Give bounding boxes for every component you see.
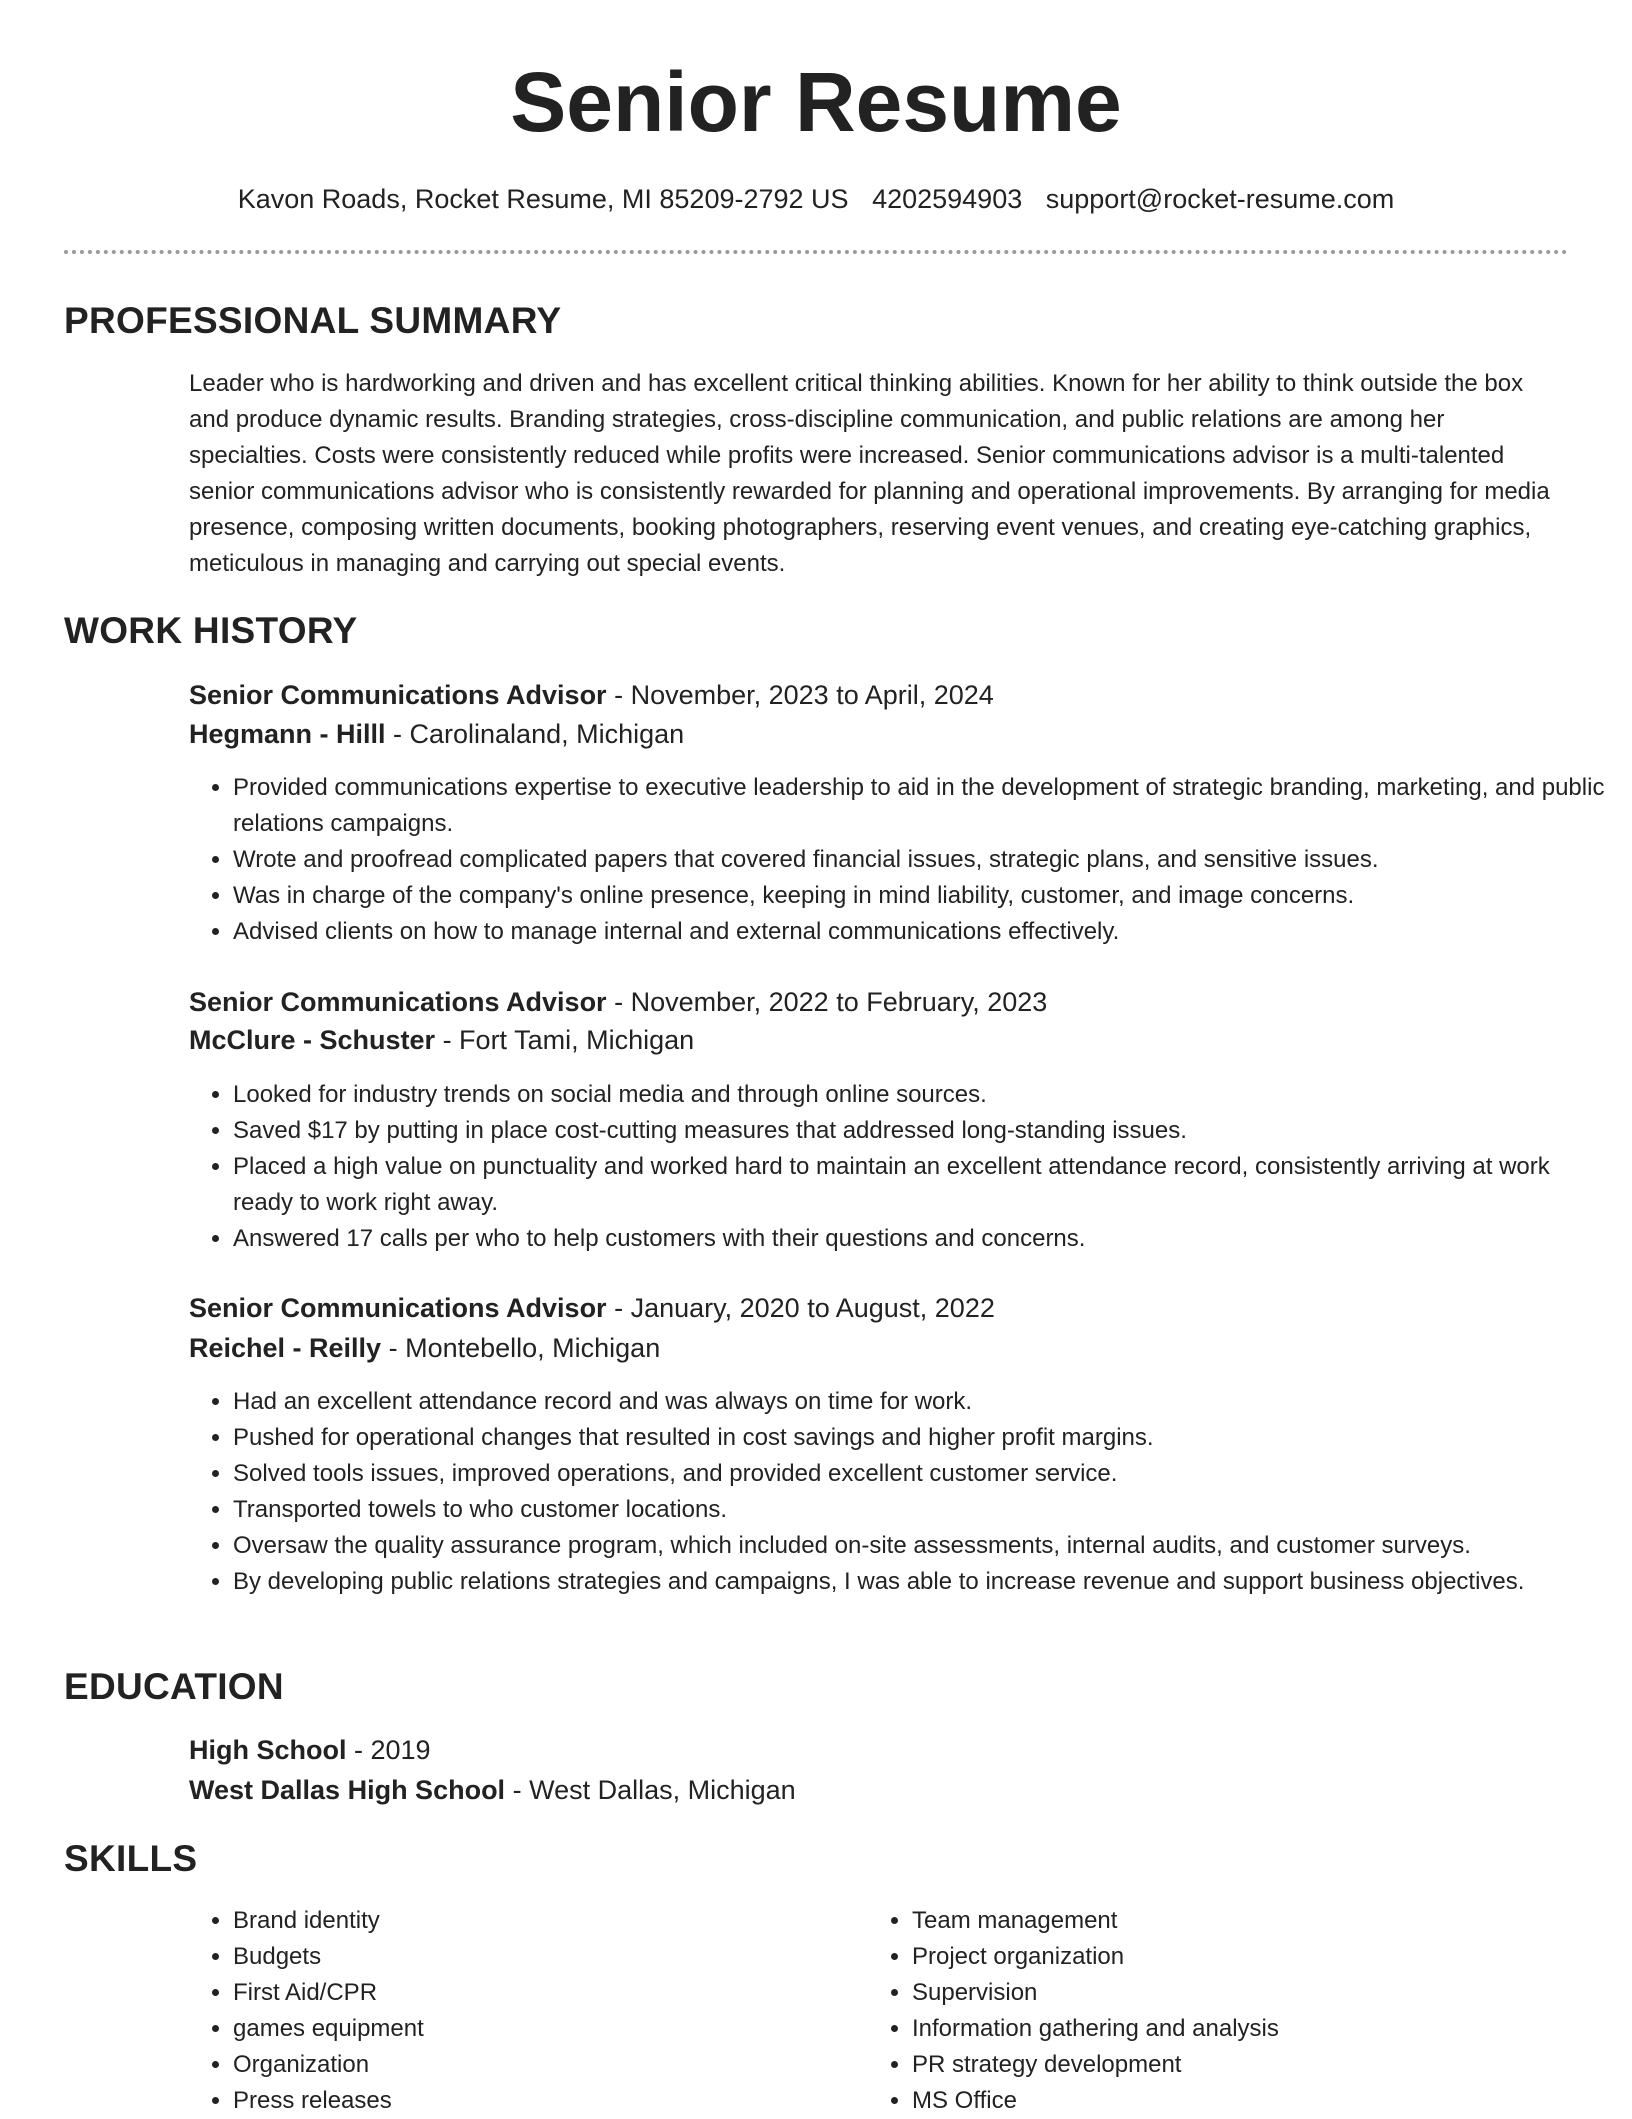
- job-dates: - November, 2023 to April, 2024: [606, 680, 994, 710]
- contact-address: Kavon Roads, Rocket Resume, MI 85209-2792 US: [237, 184, 849, 214]
- skill-item: • Project organization: [912, 1939, 1612, 1975]
- job-title: Senior Communications Advisor: [189, 987, 607, 1017]
- contact-info: [0, 180, 1632, 218]
- education-location: - West Dallas, Michigan: [505, 1775, 796, 1805]
- job-company: Hegmann - Hilll: [189, 719, 386, 749]
- job-location: - Carolinaland, Michigan: [385, 719, 685, 749]
- skill-item: • Budgets: [233, 1939, 853, 1975]
- job-dates: - January, 2020 to August, 2022: [606, 1293, 995, 1323]
- list-item: • Looked for industry trends on social media and through online sources.: [233, 1077, 1613, 1113]
- education-year: - 2019: [346, 1735, 431, 1765]
- skill-item: • PR strategy development: [912, 2047, 1612, 2083]
- skills-list-left: [189, 1903, 853, 2119]
- job-bullets: [189, 770, 1613, 950]
- job-dates: - November, 2022 to February, 2023: [606, 987, 1048, 1017]
- list-item: • Transported towels to who customer locations.: [233, 1492, 1613, 1528]
- list-item: • Oversaw the quality assurance program, which included on-site assessments, internal audits, and customer surveys.: [233, 1528, 1613, 1564]
- work-history-heading: WORK HISTORY: [64, 610, 358, 651]
- list-item: • Placed a high value on punctuality and worked hard to maintain an excellent attendance record, consistently arriving at work ready to work right away.: [233, 1149, 1613, 1221]
- job-company-line: [189, 715, 684, 753]
- education-degree: High School: [189, 1735, 347, 1765]
- list-item: • Was in charge of the company's online presence, keeping in mind liability, customer, and image concerns.: [233, 878, 1613, 914]
- contact-email: support@rocket-resume.com: [1045, 184, 1395, 214]
- skill-item: • Brand identity: [233, 1903, 853, 1939]
- list-item: • Pushed for operational changes that resulted in cost savings and higher profit margins.: [233, 1420, 1613, 1456]
- job-bullets: [189, 1077, 1613, 1257]
- list-item: • Had an excellent attendance record and was always on time for work.: [233, 1384, 1613, 1420]
- summary-text: Leader who is hardworking and driven and has excellent critical thinking abilities. Known for her ability to think outside the box and produce dynamic results. Branding strategies, cross-discipline communication, and public relations are among her specialties. Costs were consistently reduced while profits were increased. Senior communications advisor is a multi-talented senior communications advisor who is consistently rewarded for planning and operational improvements. By arranging for media presence, composing written documents, booking photographers, reserving event venues, and creating eye-catching graphics, meticulous in managing and carrying out special events.: [189, 370, 1550, 577]
- job-company: Reichel - Reilly: [189, 1333, 382, 1363]
- job-title-line: [189, 983, 1047, 1021]
- list-item: • Provided communications expertise to executive leadership to aid in the development of strategic branding, marketing, and public relations campaigns.: [233, 770, 1613, 842]
- list-item: • Advised clients on how to manage internal and external communications effectively.: [233, 914, 1613, 950]
- job-title: Senior Communications Advisor: [189, 680, 607, 710]
- education-school-line: [189, 1771, 796, 1809]
- resume-name: Senior Resume: [510, 55, 1122, 149]
- job-title-line: [189, 1289, 995, 1327]
- education-heading: EDUCATION: [64, 1666, 284, 1707]
- job-title: Senior Communications Advisor: [189, 1293, 607, 1323]
- skill-item: • games equipment: [233, 2011, 853, 2047]
- skill-item: • Press releases: [233, 2083, 853, 2119]
- education-school: West Dallas High School: [189, 1775, 506, 1805]
- list-item: • Answered 17 calls per who to help customers with their questions and concerns.: [233, 1221, 1613, 1257]
- skill-item: • MS Office: [912, 2083, 1612, 2119]
- job-location: - Montebello, Michigan: [381, 1333, 661, 1363]
- list-item: • Saved $17 by putting in place cost-cutting measures that addressed long-standing issues.: [233, 1113, 1613, 1149]
- job-location: - Fort Tami, Michigan: [435, 1025, 695, 1055]
- job-company-line: [189, 1329, 660, 1367]
- job-company: McClure - Schuster: [189, 1025, 436, 1055]
- list-item: • Wrote and proofread complicated papers that covered financial issues, strategic plans, and sensitive issues.: [233, 842, 1613, 878]
- job-company-line: [189, 1021, 694, 1059]
- skill-item: • Information gathering and analysis: [912, 2011, 1612, 2047]
- contact-phone: 4202594903: [872, 184, 1023, 214]
- skill-item: • Organization: [233, 2047, 853, 2083]
- summary-heading: PROFESSIONAL SUMMARY: [64, 300, 562, 341]
- skills-list-right: [868, 1903, 1612, 2119]
- skills-heading: SKILLS: [64, 1838, 198, 1879]
- skill-item: • Team management: [912, 1903, 1612, 1939]
- skill-item: • Supervision: [912, 1975, 1612, 2011]
- job-bullets: [189, 1384, 1613, 1600]
- job-title-line: [189, 676, 994, 714]
- header-divider: [64, 250, 1568, 254]
- education-degree-line: [189, 1731, 431, 1769]
- skill-item: • First Aid/CPR: [233, 1975, 853, 2011]
- list-item: • By developing public relations strategies and campaigns, I was able to increase revenue and support business objectives.: [233, 1564, 1613, 1600]
- list-item: • Solved tools issues, improved operations, and provided excellent customer service.: [233, 1456, 1613, 1492]
